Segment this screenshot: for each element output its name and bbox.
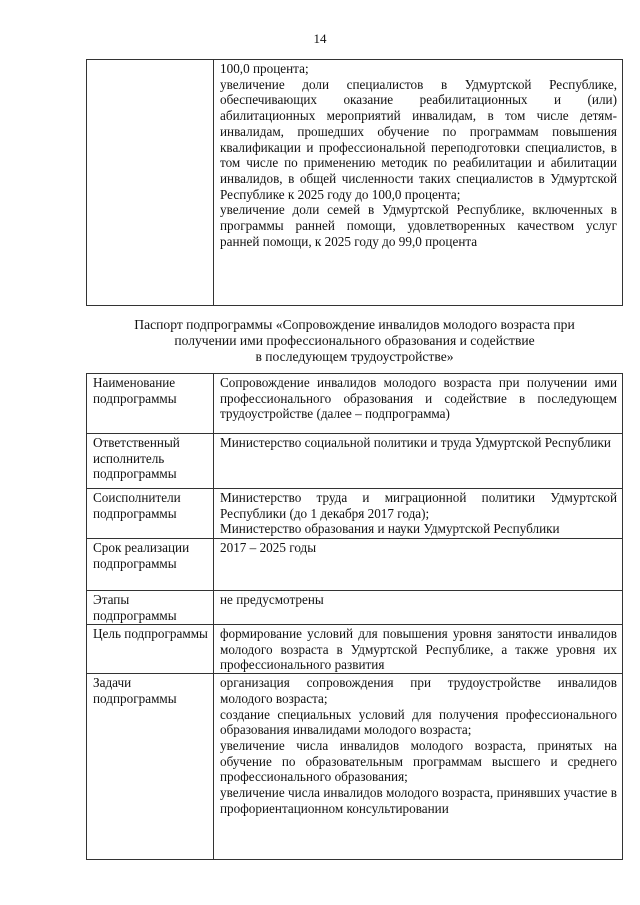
table-row — [87, 60, 623, 306]
list-item: увеличение числа инвалидов молодого возраста, принятых на обучение по образовательным программам высшего и среднего профессионального образования; — [220, 737, 617, 785]
row-value: формирование условий для повышения уровня занятости инвалидов молодого возраста в Удмуртской Республике, а также уровня их профессионального развития — [214, 625, 623, 674]
row-value — [214, 489, 623, 539]
row-label: Наименование подпрограммы — [87, 374, 214, 434]
row-label: Задачи подпрограммы — [87, 674, 214, 860]
list-item: увеличение числа инвалидов молодого возраста, принявших участие в профориентационном консультировании — [220, 785, 617, 816]
list-item: увеличение доли специалистов в Удмуртской Республике, обеспечивающих оказание реабилитационных и (или) абилитационных мероприятий инвалидам, в том числе детям-инвалидам, прошедших обучение по программам повышения квалификации и профессиональной переподготовки специалистов, в том числе по применению методик по реабилитации и абилитации инвалидов, в общей численности таких специалистов в Удмуртской Республике к 2025 году до 100,0 процента; — [220, 76, 617, 202]
section-title-line: получении ими профессионального образования и содействие — [174, 333, 535, 348]
table-row — [87, 591, 623, 625]
section-title-line: в последующем трудоустройстве» — [255, 349, 454, 364]
row-value: не предусмотрены — [214, 591, 623, 625]
row-value: Сопровождение инвалидов молодого возраста при получении ими профессионального образования и содействие в последующем трудоустройстве (далее – подпрограмма) — [214, 374, 623, 434]
section-title — [86, 317, 623, 365]
table-row — [87, 489, 623, 539]
list-item: создание специальных условий для получения профессионального образования инвалидами молодого возраста; — [220, 706, 617, 738]
empty-label-cell — [87, 60, 214, 306]
row-value: 2017 – 2025 годы — [214, 539, 623, 591]
row-label: Соисполнители подпрограммы — [87, 489, 214, 539]
row-value — [214, 674, 623, 860]
list-item: Министерство труда и миграционной политики Удмуртской Республики (до 1 декабря 2017 года); — [220, 490, 617, 521]
table-row — [87, 539, 623, 591]
indicator-cell — [214, 60, 623, 306]
row-value: Министерство социальной политики и труда Удмуртской Республики — [214, 434, 623, 489]
row-label: Этапы подпрограммы — [87, 591, 214, 625]
passport-table — [86, 373, 623, 860]
page-number: 14 — [313, 31, 327, 46]
table-row — [87, 374, 623, 434]
row-label: Ответственный исполнитель подпрограммы — [87, 434, 214, 489]
list-item: Министерство образования и науки Удмуртской Республики — [220, 521, 560, 537]
list-item: увеличение доли семей в Удмуртской Республике, включенных в программы ранней помощи, удовлетворенных качеством услуг ранней помощи, к 2025 году до 99,0 процента — [220, 202, 617, 249]
section-title-line: Паспорт подпрограммы «Сопровождение инвалидов молодого возраста при — [134, 317, 575, 332]
row-label: Цель подпрограммы — [87, 625, 214, 674]
list-item: 100,0 процента; — [220, 61, 309, 76]
row-label: Срок реализации подпрограммы — [87, 539, 214, 591]
table-row — [87, 434, 623, 489]
continuation-table — [86, 59, 623, 306]
table-row — [87, 674, 623, 860]
list-item: организация сопровождения при трудоустройстве инвалидов молодого возраста; — [220, 675, 617, 706]
table-row — [87, 625, 623, 674]
